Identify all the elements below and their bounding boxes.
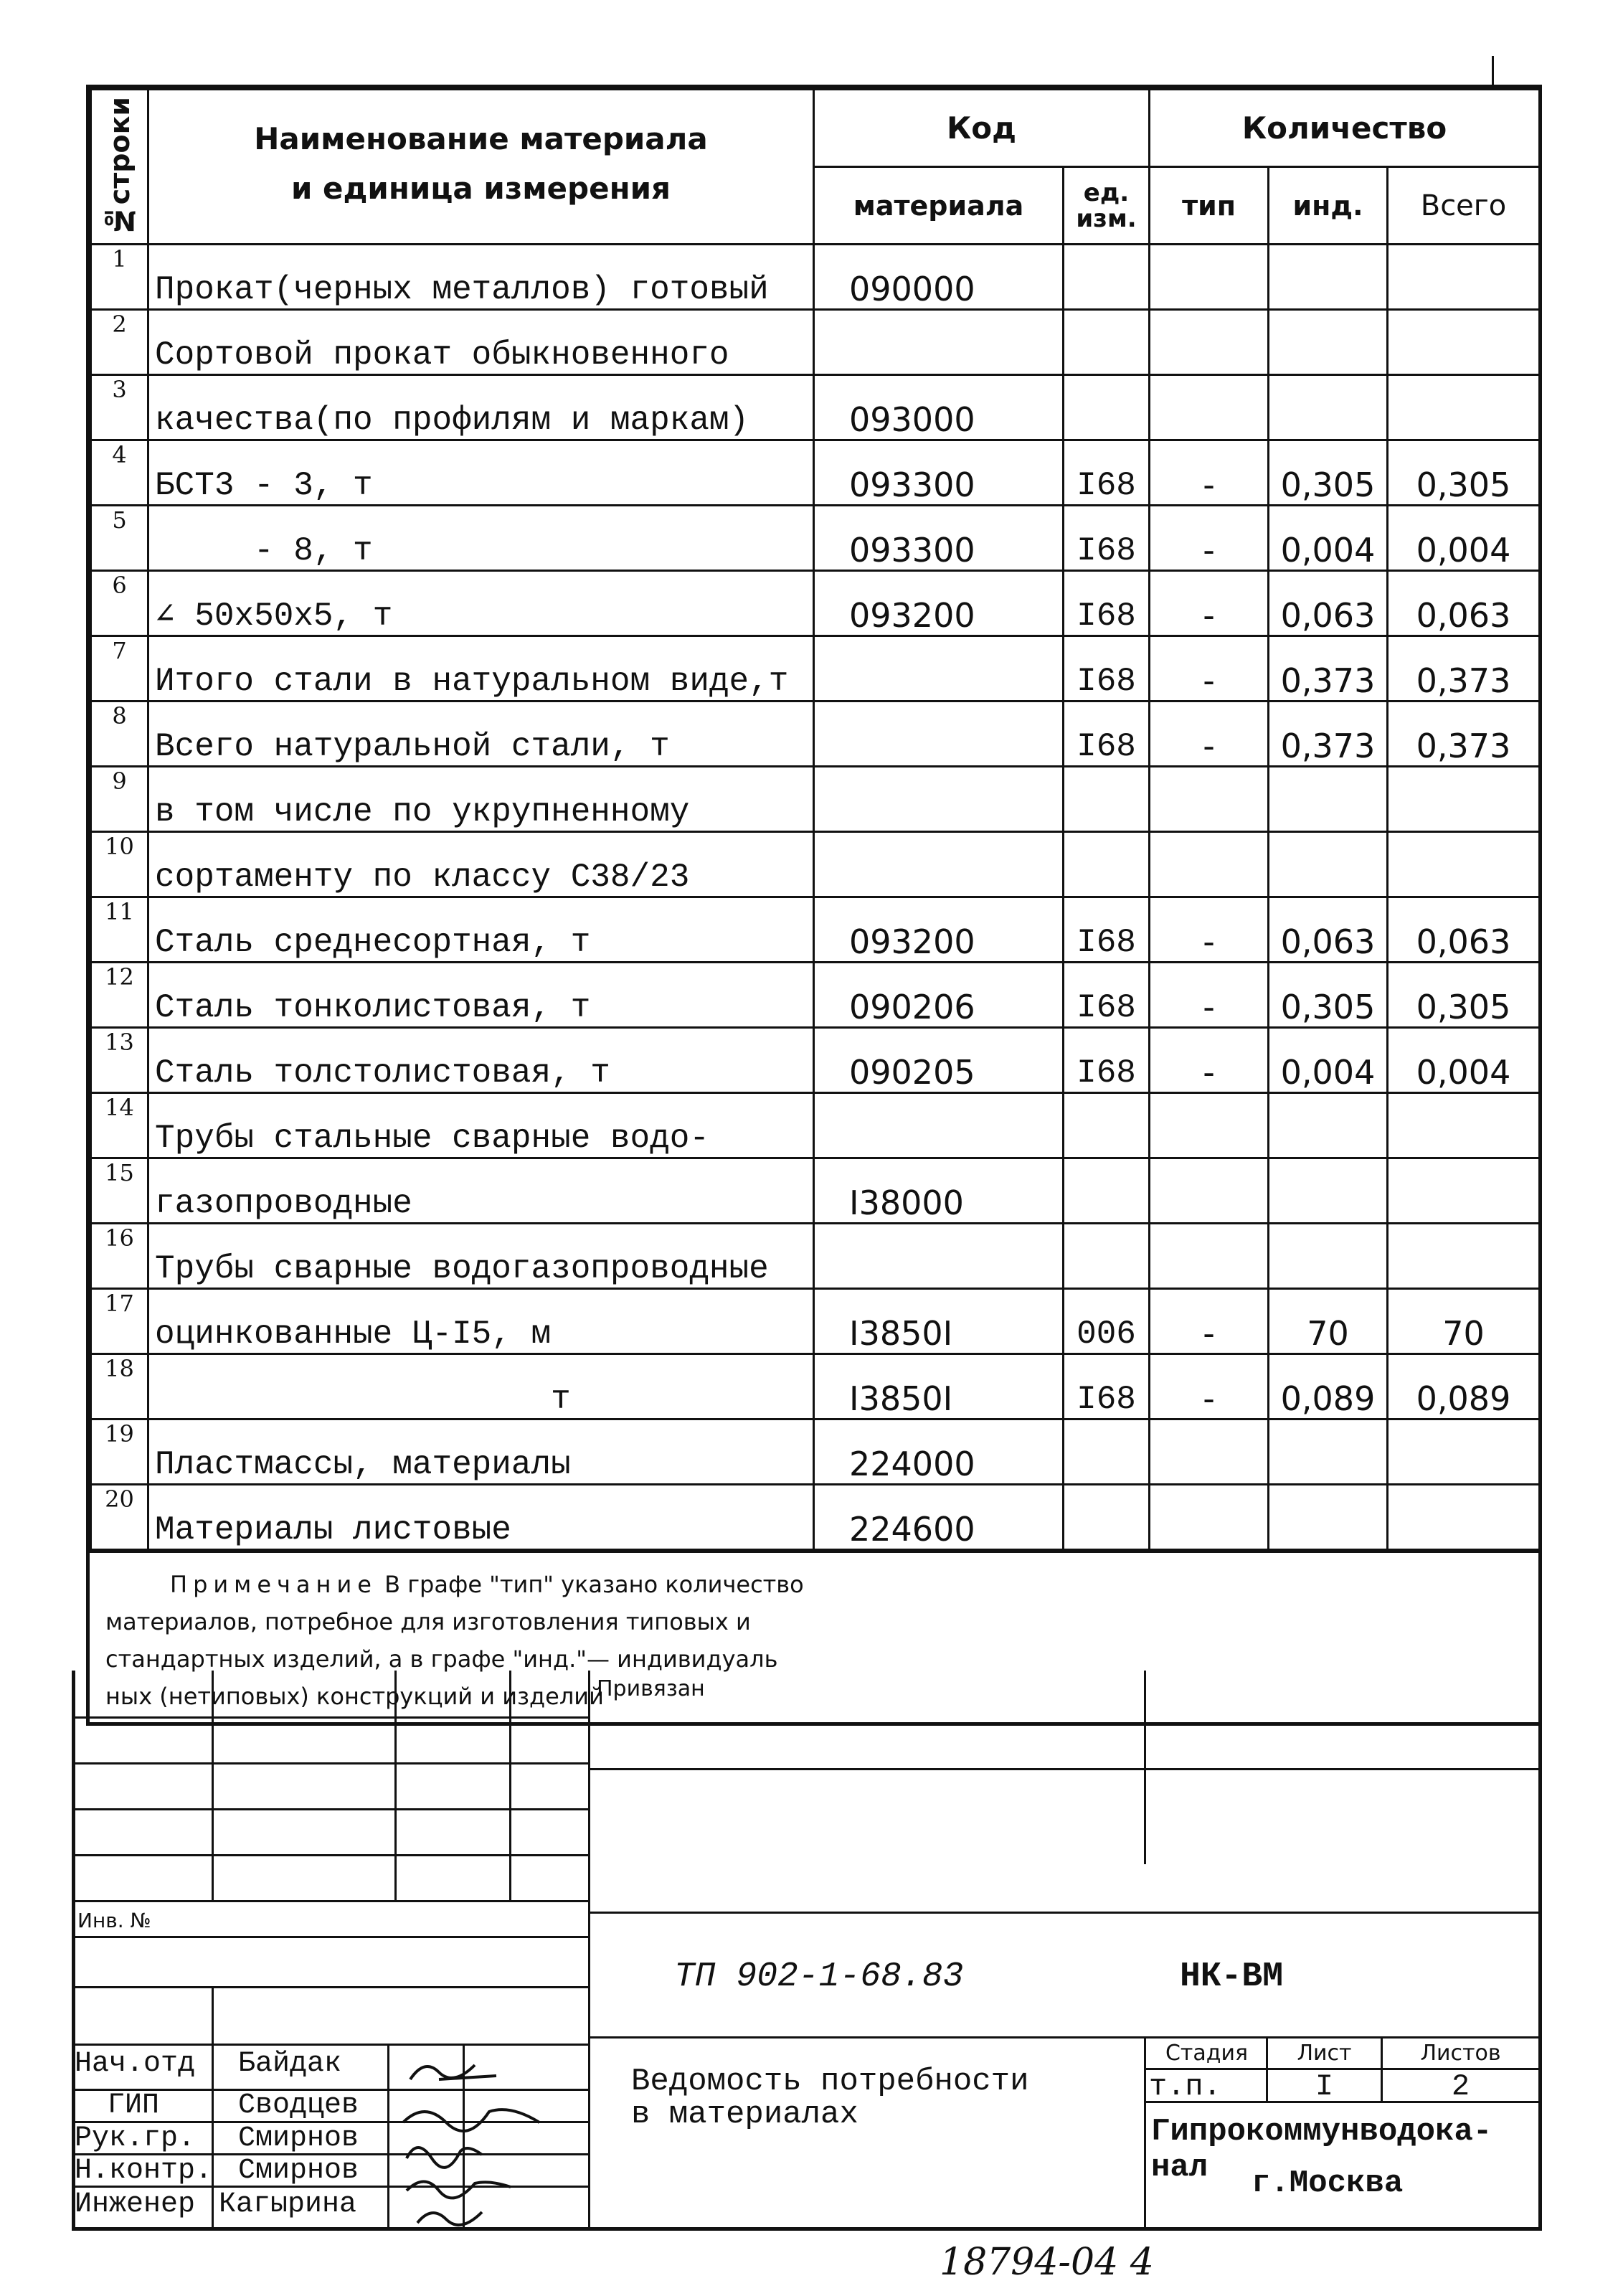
unit-code: I68 [1064, 963, 1150, 1028]
type-qty: - [1150, 636, 1269, 701]
material-name: Прокат(черных металлов) готовый [148, 245, 814, 310]
row-number: 20 [91, 1485, 148, 1550]
material-code: 224600 [814, 1485, 1064, 1550]
sheet-label: Лист [1297, 2041, 1352, 2066]
unit-code [1064, 245, 1150, 310]
note-line-3: стандартных изделий, а в графе "инд."— индивидуаль [105, 1645, 778, 1673]
organization-city: г.Москва [1252, 2165, 1404, 2201]
row-number: 8 [91, 701, 148, 767]
total-qty: 0,063 [1388, 897, 1540, 963]
total-header: Всего [1388, 167, 1540, 245]
table-row [91, 767, 1540, 832]
inventory-number-label: Инв. № [77, 1909, 151, 1932]
table-row [91, 245, 1540, 310]
table-row [91, 440, 1540, 506]
row-number: 3 [91, 375, 148, 440]
archive-number: 18794-04 4 [940, 2241, 1154, 2284]
total-qty [1388, 375, 1540, 440]
unit-code: 006 [1064, 1289, 1150, 1354]
ind-qty: 0,089 [1269, 1354, 1388, 1419]
table-row [91, 701, 1540, 767]
ind-qty [1269, 767, 1388, 832]
corner-tick [1492, 56, 1494, 85]
ind-qty: 0,305 [1269, 963, 1388, 1028]
total-qty [1388, 1158, 1540, 1224]
total-qty: 0,305 [1388, 963, 1540, 1028]
type-qty [1150, 310, 1269, 375]
material-name: Итого стали в натуральном виде,т [148, 636, 814, 701]
table-row [91, 897, 1540, 963]
table-row [91, 571, 1540, 636]
unit-code: I68 [1064, 1354, 1150, 1419]
material-code [814, 701, 1064, 767]
signer-name-5: Кагырина [219, 2188, 357, 2221]
type-qty: - [1150, 963, 1269, 1028]
type-qty [1150, 1093, 1269, 1158]
quantity-header: Количество [1150, 90, 1540, 167]
material-name: Сортовой прокат обыкновенного [148, 310, 814, 375]
signer-name-3: Смирнов [238, 2122, 359, 2155]
stage-label: Стадия [1165, 2041, 1249, 2066]
material-code: 224000 [814, 1419, 1064, 1485]
materials-rows [91, 245, 1540, 1550]
document-mark: НК-ВМ [1180, 1957, 1284, 1996]
row-number: 14 [91, 1093, 148, 1158]
total-qty: 0,004 [1388, 1028, 1540, 1093]
material-name: - 8, т [148, 506, 814, 571]
unit-code [1064, 1419, 1150, 1485]
unit-code-header: ед. изм. [1064, 167, 1150, 245]
row-number: 11 [91, 897, 148, 963]
unit-code [1064, 1093, 1150, 1158]
sheets-label: Листов [1420, 2041, 1501, 2066]
signer-name-2: Сводцев [238, 2089, 359, 2122]
type-qty: - [1150, 1289, 1269, 1354]
material-name: оцинкованные Ц-I5, м [148, 1289, 814, 1354]
unit-code: I68 [1064, 636, 1150, 701]
ind-qty: 0,305 [1269, 440, 1388, 506]
organization-line-2: нал [1151, 2150, 1208, 2186]
document-title-line-2: в материалах [631, 2097, 858, 2132]
row-number: 15 [91, 1158, 148, 1224]
unit-code [1064, 310, 1150, 375]
type-qty [1150, 245, 1269, 310]
type-qty [1150, 767, 1269, 832]
material-name: Трубы стальные сварные водо- [148, 1093, 814, 1158]
type-qty [1150, 832, 1269, 897]
document-title-line-1: Ведомость потребности [631, 2064, 1029, 2099]
signer-role-3: Рук.гр. [75, 2122, 196, 2155]
stage-value: т.п. [1149, 2069, 1221, 2104]
total-qty: 0,089 [1388, 1354, 1540, 1419]
unit-code: I68 [1064, 440, 1150, 506]
material-name: Трубы сварные водогазопроводные [148, 1224, 814, 1289]
total-qty [1388, 832, 1540, 897]
ind-header: инд. [1269, 167, 1388, 245]
sheets-value: 2 [1451, 2069, 1470, 2104]
total-qty [1388, 245, 1540, 310]
row-number: 13 [91, 1028, 148, 1093]
material-name: в том числе по укрупненному [148, 767, 814, 832]
ind-qty [1269, 1093, 1388, 1158]
material-name: ∠ 50x50x5, т [148, 571, 814, 636]
table-row [91, 636, 1540, 701]
table-row [91, 1485, 1540, 1550]
unit-code [1064, 1224, 1150, 1289]
type-qty [1150, 1485, 1269, 1550]
ind-qty [1269, 1224, 1388, 1289]
total-qty: 0,063 [1388, 571, 1540, 636]
type-qty [1150, 1158, 1269, 1224]
row-number: 10 [91, 832, 148, 897]
signer-role-1: Нач.отд [75, 2048, 196, 2080]
table-row [91, 506, 1540, 571]
type-qty: - [1150, 1028, 1269, 1093]
unit-code: I68 [1064, 506, 1150, 571]
ind-qty [1269, 245, 1388, 310]
material-code: 093000 [814, 375, 1064, 440]
table-row [91, 1158, 1540, 1224]
material-name: т [148, 1354, 814, 1419]
table-row [91, 1093, 1540, 1158]
ind-qty: 0,063 [1269, 897, 1388, 963]
material-name: Пластмассы, материалы [148, 1419, 814, 1485]
row-number: 4 [91, 440, 148, 506]
ind-qty [1269, 1485, 1388, 1550]
material-code: 090205 [814, 1028, 1064, 1093]
material-code: 093200 [814, 897, 1064, 963]
table-row [91, 832, 1540, 897]
unit-code [1064, 1158, 1150, 1224]
table-row [91, 1289, 1540, 1354]
total-qty [1388, 1419, 1540, 1485]
unit-code: I68 [1064, 571, 1150, 636]
ind-qty: 0,063 [1269, 571, 1388, 636]
total-qty: 70 [1388, 1289, 1540, 1354]
ind-qty [1269, 832, 1388, 897]
row-number: 1 [91, 245, 148, 310]
note-line-2: материалов, потребное для изготовления типовых и [105, 1608, 751, 1635]
ind-qty [1269, 310, 1388, 375]
total-qty: 0,305 [1388, 440, 1540, 506]
ind-qty [1269, 1419, 1388, 1485]
total-qty: 0,373 [1388, 636, 1540, 701]
row-number: 19 [91, 1419, 148, 1485]
row-number: 7 [91, 636, 148, 701]
unit-code [1064, 1485, 1150, 1550]
material-name: Сталь толстолистовая, т [148, 1028, 814, 1093]
code-header: Код [814, 90, 1150, 167]
total-qty: 0,004 [1388, 506, 1540, 571]
material-code-header: материала [814, 167, 1064, 245]
table-row [91, 1419, 1540, 1485]
unit-code: I68 [1064, 701, 1150, 767]
material-code: 093200 [814, 571, 1064, 636]
row-number: 17 [91, 1289, 148, 1354]
signer-role-5: Инженер [75, 2188, 196, 2221]
row-number: 12 [91, 963, 148, 1028]
row-number: 16 [91, 1224, 148, 1289]
signatures-image [396, 2044, 586, 2230]
ind-qty [1269, 1158, 1388, 1224]
material-name: качества(по профилям и маркам) [148, 375, 814, 440]
material-code: I3850I [814, 1354, 1064, 1419]
material-name: Материалы листовые [148, 1485, 814, 1550]
row-number: 6 [91, 571, 148, 636]
material-name: сортаменту по классу С38/23 [148, 832, 814, 897]
ind-qty: 0,004 [1269, 506, 1388, 571]
material-name: Всего натуральной стали, т [148, 701, 814, 767]
row-number: 18 [91, 1354, 148, 1419]
materials-table-frame [86, 85, 1542, 1726]
note-line-1: Примечание В графе "тип" указано количество [170, 1571, 804, 1598]
material-code [814, 832, 1064, 897]
ind-qty: 70 [1269, 1289, 1388, 1354]
total-qty [1388, 1224, 1540, 1289]
material-name: БСТ3 - 3, т [148, 440, 814, 506]
type-qty [1150, 1419, 1269, 1485]
unit-code: I68 [1064, 897, 1150, 963]
table-row [91, 1354, 1540, 1419]
unit-code [1064, 832, 1150, 897]
material-code: 093300 [814, 440, 1064, 506]
material-code [814, 636, 1064, 701]
material-code [814, 1093, 1064, 1158]
total-qty: 0,373 [1388, 701, 1540, 767]
type-qty: - [1150, 1354, 1269, 1419]
material-code: 093300 [814, 506, 1064, 571]
type-qty: - [1150, 571, 1269, 636]
material-code [814, 767, 1064, 832]
total-qty [1388, 310, 1540, 375]
material-code [814, 1224, 1064, 1289]
material-code: I38000 [814, 1158, 1064, 1224]
ind-qty: 0,373 [1269, 636, 1388, 701]
row-number: 5 [91, 506, 148, 571]
signer-role-4: Н.контр. [75, 2155, 213, 2187]
unit-code: I68 [1064, 1028, 1150, 1093]
signer-role-2: ГИП [108, 2089, 160, 2122]
row-number-header: №строки [91, 90, 148, 245]
type-qty: - [1150, 440, 1269, 506]
type-qty [1150, 1224, 1269, 1289]
table-row [91, 1224, 1540, 1289]
project-code: ТП 902-1-68.83 [674, 1957, 964, 1996]
row-number: 2 [91, 310, 148, 375]
type-qty [1150, 375, 1269, 440]
table-row [91, 375, 1540, 440]
material-name: Сталь тонколистовая, т [148, 963, 814, 1028]
unit-code [1064, 375, 1150, 440]
type-qty: - [1150, 701, 1269, 767]
row-number: 9 [91, 767, 148, 832]
type-qty: - [1150, 506, 1269, 571]
total-qty [1388, 767, 1540, 832]
type-qty: - [1150, 897, 1269, 963]
title-block [72, 1671, 1542, 2230]
table-row [91, 310, 1540, 375]
organization-line-1: Гипрокоммунводока- [1151, 2114, 1492, 2150]
material-code: I3850I [814, 1289, 1064, 1354]
material-name: Сталь среднесортная, т [148, 897, 814, 963]
attached-label: Привязан [597, 1676, 705, 1701]
total-qty [1388, 1485, 1540, 1550]
unit-code [1064, 767, 1150, 832]
note-line-4: ных (нетиповых) конструкций и изделий [105, 1683, 604, 1710]
ind-qty [1269, 375, 1388, 440]
type-header: тип [1150, 167, 1269, 245]
signer-name-4: Смирнов [238, 2155, 359, 2187]
ind-qty: 0,373 [1269, 701, 1388, 767]
table-row [91, 1028, 1540, 1093]
sheet-value: I [1315, 2069, 1334, 2104]
signer-name-1: Байдак [238, 2048, 342, 2080]
material-code: 090000 [814, 245, 1064, 310]
ind-qty: 0,004 [1269, 1028, 1388, 1093]
materials-table [90, 88, 1541, 1551]
material-code: 090206 [814, 963, 1064, 1028]
name-header: Наименование материала и единица измерения [148, 90, 814, 245]
material-code [814, 310, 1064, 375]
table-row [91, 963, 1540, 1028]
material-name: газопроводные [148, 1158, 814, 1224]
total-qty [1388, 1093, 1540, 1158]
